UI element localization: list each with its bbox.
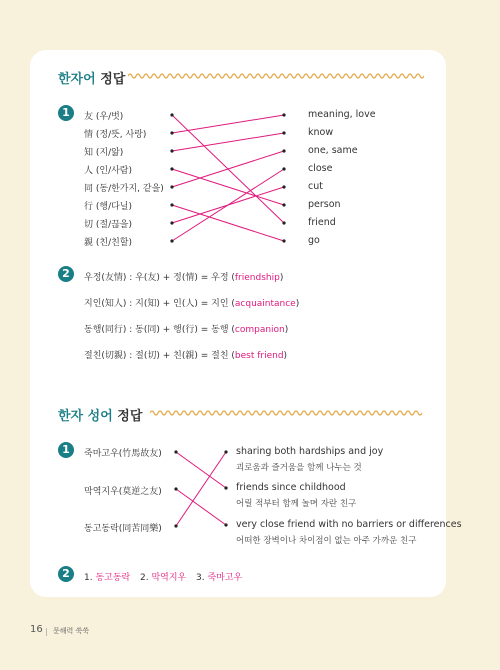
answer-text: friendship (234, 273, 280, 283)
meaning-item: close (308, 163, 333, 174)
idiom-meaning-ko: 괴로움과 즐거움을 함께 나누는 것 (236, 463, 362, 473)
idiom-item: 막역지우(莫逆之友) (84, 487, 162, 497)
hanja-item: 親 (친/친할) (84, 238, 132, 248)
hanja-item: 切 (절/끊을) (84, 220, 132, 230)
page-number: 16 (30, 624, 43, 635)
meaning-item: meaning, love (308, 109, 376, 120)
meaning-item: person (308, 199, 341, 210)
hanja-item: 友 (우/벗) (84, 112, 124, 122)
meaning-item: know (308, 127, 334, 138)
hanja-item: 情 (정/뜻, 사랑) (84, 130, 147, 140)
question-number-1: 1 (58, 442, 74, 458)
compound-line: 지인(知人) : 지(知) + 인(人) = 지인 (acquaintance) (84, 299, 300, 309)
idiom-answer: 2. 막역지우 (140, 573, 187, 583)
compound-line: 절친(切親) : 절(切) + 친(親) = 절친 (best friend) (84, 351, 288, 361)
wavy-divider (150, 407, 424, 419)
idiom-meaning-en: very close friend with no barriers or differences (236, 519, 462, 530)
idiom-meaning-en: sharing both hardships and joy (236, 446, 384, 457)
meaning-item: cut (308, 181, 323, 192)
footer-divider (46, 628, 47, 636)
idiom-meaning-en: friends since childhood (236, 482, 346, 493)
hanja-item: 知 (지/앎) (84, 148, 124, 158)
hanja-item: 同 (동/한가지, 같을) (84, 184, 164, 194)
answer-text: best friend (234, 351, 284, 361)
question-number-1: 1 (58, 105, 74, 121)
idiom-meaning-ko: 어릴 적부터 함께 놀며 자란 친구 (236, 499, 357, 509)
idiom-item: 동고동락(同苦同樂) (84, 524, 162, 534)
compound-line: 동행(同行) : 동(同) + 행(行) = 동행 (companion) (84, 325, 289, 335)
book-title: 문해력 쑥쑥 (53, 627, 90, 635)
meaning-item: go (308, 235, 320, 246)
idiom-item: 죽마고우(竹馬故友) (84, 449, 162, 459)
idiom-answer: 1. 동고동락 (84, 573, 131, 583)
wavy-divider (128, 70, 424, 82)
meaning-item: one, same (308, 145, 358, 156)
question-number-2: 2 (58, 266, 74, 282)
answer-text: companion (234, 325, 285, 335)
question-number-2: 2 (58, 566, 74, 582)
hanja-item: 人 (인/사람) (84, 166, 132, 176)
idiom-answer: 3. 죽마고우 (196, 573, 243, 583)
meaning-item: friend (308, 217, 336, 228)
section-title-hanjaeo: 한자어 정답 (58, 72, 126, 87)
idiom-meaning-ko: 어떠한 장벽이나 차이점이 없는 아주 가까운 친구 (236, 536, 417, 546)
hanja-item: 行 (행/다닐) (84, 202, 132, 212)
answer-text: acquaintance (234, 299, 296, 309)
section-title-hanja-seongeo: 한자 성어 정답 (58, 409, 143, 424)
compound-line: 우정(友情) : 우(友) + 정(情) = 우정 (friendship) (84, 273, 284, 283)
